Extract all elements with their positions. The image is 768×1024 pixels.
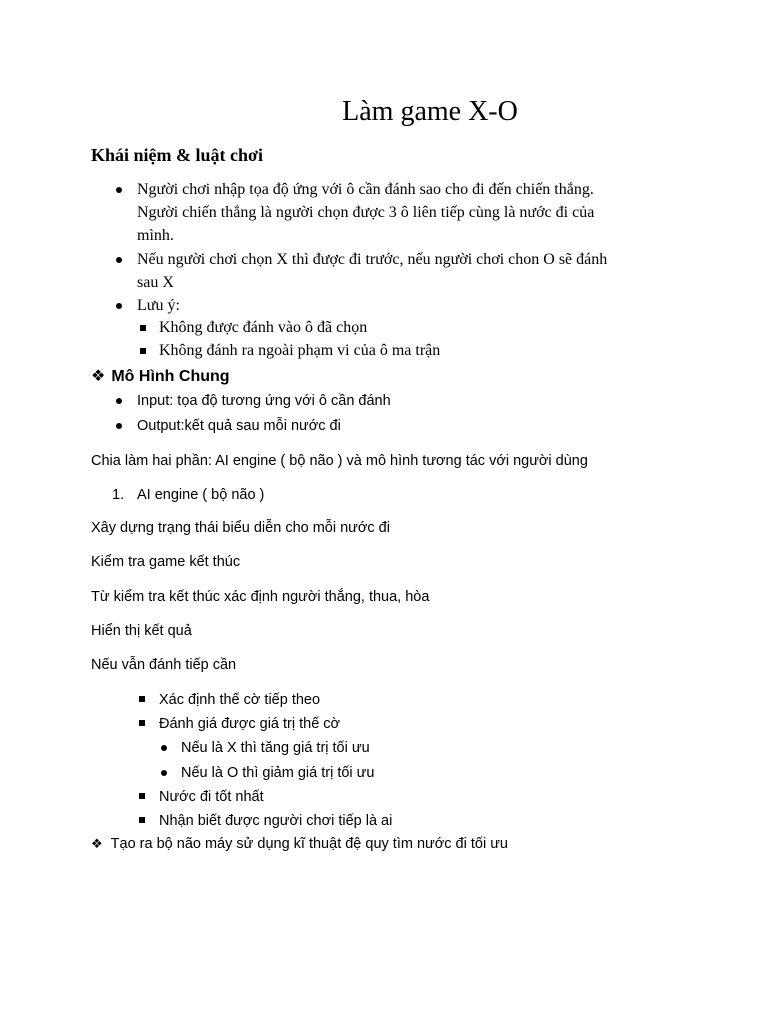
bullet-marker [116,303,122,309]
paragraph: Xây dựng trạng thái biểu diễn cho mỗi nước đi [91,520,390,536]
nested-list-item: Nếu là O thì giảm giá trị tối ưu [181,765,375,781]
bullet-marker [116,257,122,263]
nested-list-item: Nếu là X thì tăng giá trị tối ưu [181,740,370,756]
list-item-line: Người chiến thắng là người chọn được 3 ô liên tiếp cùng là nước đi của [137,204,595,221]
final-item-text: Tạo ra bộ não máy sử dụng kĩ thuật đệ quy tìm nước đi tối ưu [110,836,508,852]
final-item [91,832,508,857]
paragraph: Chia làm hai phần: AI engine ( bộ não ) và mô hình tương tác với người dùng [91,453,588,469]
bullet-marker [161,770,167,776]
page-title: Làm game X-O [342,96,518,127]
square-bullet-marker [139,793,145,799]
bullet-marker [116,423,122,429]
sub-list-item: Xác định thế cờ tiếp theo [159,692,321,708]
sub-list-item: Không được đánh vào ô đã chọn [159,319,368,336]
list-item [137,178,594,247]
diamond-bullet-icon: ❖ [91,837,103,852]
bullet-marker [116,398,122,404]
square-bullet-marker [139,696,145,702]
sub-list-item: Nước đi tốt nhất [159,789,264,805]
list-item: Input: tọa độ tương ứng với ô cần đánh [137,393,391,409]
sub-list-item: Không đánh ra ngoài phạm vi của ô ma trận [159,342,441,359]
paragraph: Nếu vẫn đánh tiếp cần [91,657,237,673]
square-bullet-marker [139,817,145,823]
list-item: Output:kết quả sau mỗi nước đi [137,418,341,434]
sub-list-item: Nhận biết được người chơi tiếp là ai [159,813,393,829]
section-heading-rules: Khái niệm & luật chơi [91,145,263,165]
square-bullet-marker [140,348,146,354]
paragraph: Hiển thị kết quả [91,623,192,639]
section-heading-text: Mô Hình Chung [111,368,230,385]
bullet-marker [116,187,122,193]
paragraph: Kiểm tra game kết thúc [91,554,241,570]
bullet-marker [161,745,167,751]
list-item-line: Người chơi nhập tọa độ ứng với ô cần đánh sao cho đi đến chiến thắng. [137,181,594,198]
numbered-item: AI engine ( bộ não ) [137,487,265,503]
sub-list-item: Đánh giá được giá trị thế cờ [159,716,341,732]
list-item-line: Nếu người chơi chọn X thì được đi trước, nếu người chơi chon O sẽ đánh [137,251,608,268]
square-bullet-marker [139,720,145,726]
square-bullet-marker [140,325,146,331]
list-item: Lưu ý: [137,297,180,314]
diamond-bullet-icon: ❖ [91,366,106,385]
numbered-marker: 1. [112,487,125,503]
list-item [137,248,607,294]
list-item-line: sau X [137,274,174,291]
paragraph: Từ kiểm tra kết thúc xác định người thắng, thua, hòa [91,589,430,605]
section-heading-model [91,366,230,386]
list-item-line: mình. [137,227,174,244]
